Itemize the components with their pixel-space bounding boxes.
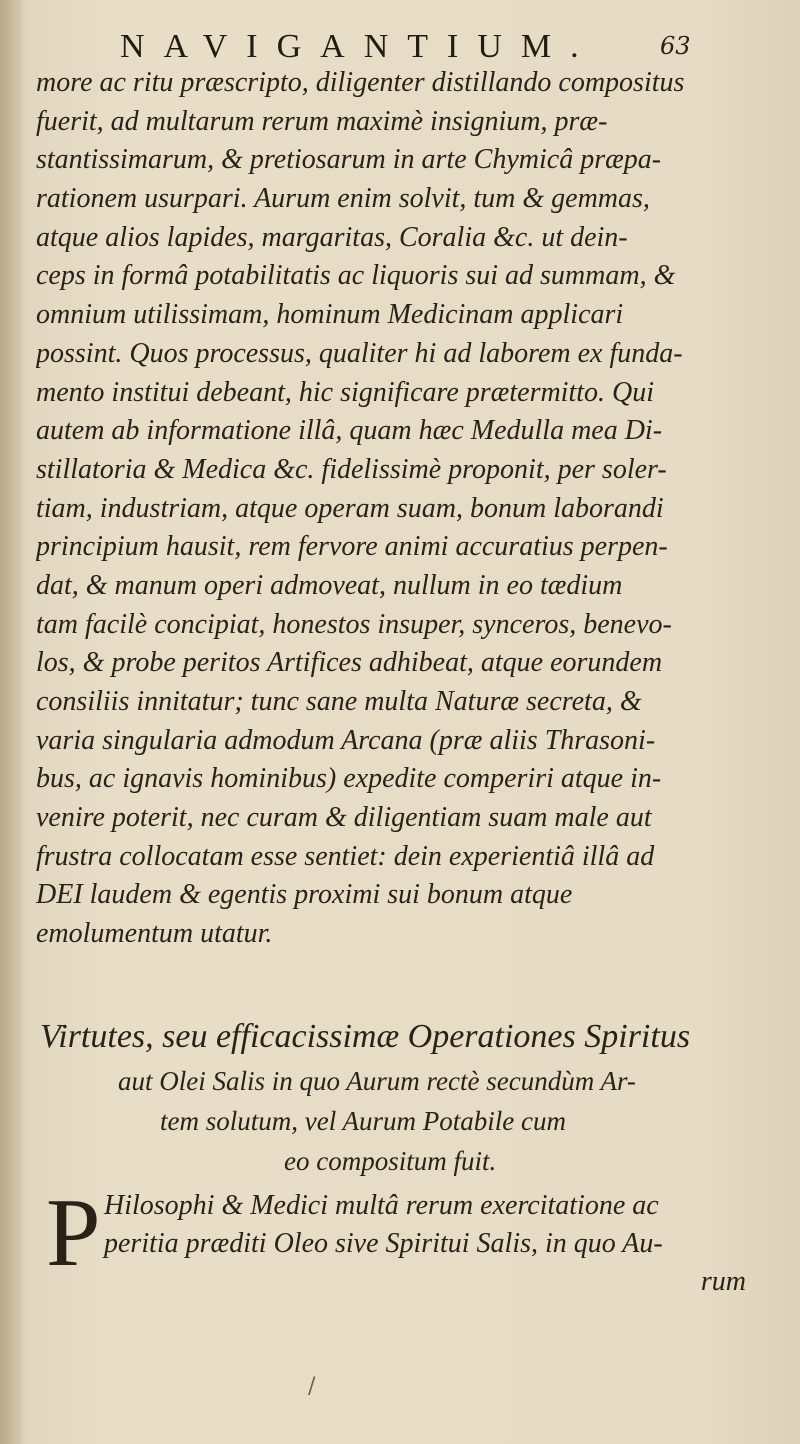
text-line: principium hausit, rem fervore animi accuratius perpen- [36, 531, 668, 563]
text-line: fuerit, ad multarum rerum maximè insignium, præ- [36, 105, 608, 137]
heading-line: aut Olei Salis in quo Aurum rectè secundùm Ar- [118, 1066, 636, 1096]
heading-line: tem solutum, vel Aurum Potabile cum [160, 1106, 566, 1136]
text-line: stillatoria & Medica &c. fidelissimè proponit, per soler- [36, 453, 667, 485]
text-line: tam facilè concipiat, honestos insuper, synceros, benevo- [36, 608, 672, 640]
text-line: rationem usurpari. Aurum enim solvit, tum & gemmas, [36, 183, 650, 215]
text-line: bus, ac ignavis hominibus) expedite comperiri atque in- [36, 763, 662, 795]
text-line: dat, & manum operi admoveat, nullum in eo tædium [36, 569, 623, 601]
running-title: NAVIGANTIUM. [120, 28, 598, 65]
text-line: autem ab informatione illâ, quam hæc Medulla mea Di- [36, 415, 663, 447]
text-line: peritia præditi Oleo sive Spiritui Salis, in quo Au- [104, 1228, 663, 1259]
text-line: atque alios lapides, margaritas, Coralia &c. ut dein- [36, 221, 628, 253]
page-number: 63 [660, 32, 691, 60]
text-line: possint. Quos processus, qualiter hi ad laborem ex funda- [36, 337, 683, 369]
text-line: omnium utilissimam, hominum Medicinam applicari [36, 299, 624, 331]
text-line: consiliis innitatur; tunc sane multa Naturæ secreta, & [36, 686, 642, 717]
text-line: venire poterit, nec curam & diligentiam suam male aut [36, 802, 652, 834]
text-line: DEI laudem & egentis proximi sui bonum atque [36, 879, 573, 911]
paragraph-2 [46, 1179, 750, 1304]
text-line: Hilosophi & Medici multâ rerum exercitatione ac [104, 1190, 659, 1221]
binding-gutter [0, 0, 22, 1444]
catchword: rum [700, 1266, 746, 1297]
paragraph-1 [36, 64, 748, 954]
text-line: emolumentum utatur. [36, 918, 273, 950]
text-line: varia singularia admodum Arcana (præ aliis Thrasoni- [36, 724, 656, 756]
text-line: mento institui debeant, hic significare prætermitto. Qui [36, 376, 655, 408]
section-heading [40, 1018, 750, 1186]
text-line: tiam, industriam, atque operam suam, bonum laborandi [36, 492, 664, 524]
text-line: los, & probe peritos Artifices adhibeat, atque eorundem [36, 647, 663, 679]
text-line: more ac ritu præscripto, diligenter distillando compositus [36, 67, 685, 98]
drop-cap: P [46, 1179, 101, 1287]
text-line: stantissimarum, & pretiosarum in arte Chymicâ præpa- [36, 144, 662, 176]
text-line: frustra collocatam esse sentiet: dein experientiâ illâ ad [36, 840, 655, 872]
heading-line: eo compositum fuit. [284, 1146, 497, 1176]
heading-line: Virtutes, seu efficacissimæ Operationes Spiritus [40, 1018, 691, 1055]
text-line: ceps in formâ potabilitatis ac liquoris sui ad summam, & [36, 260, 676, 292]
running-head [120, 28, 691, 68]
bottom-mark: / [308, 1374, 316, 1399]
